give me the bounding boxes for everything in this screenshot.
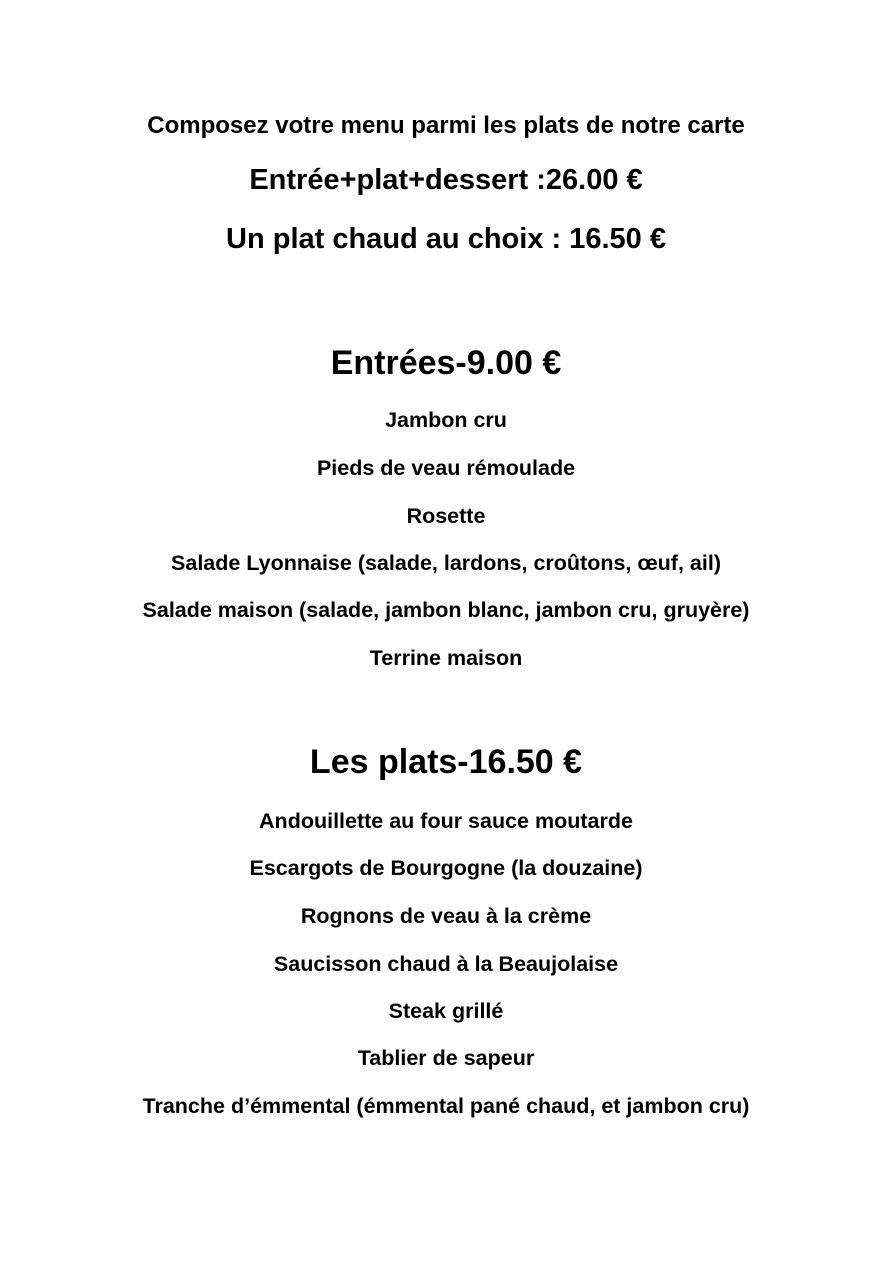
entree-item: Salade Lyonnaise (salade, lardons, croûtons, œuf, ail)	[171, 551, 721, 575]
entrees-section-title: Entrées-9.00 €	[330, 344, 562, 382]
plat-item: Tranche d’émmental (émmental pané chaud, et jambon cru)	[142, 1094, 750, 1118]
entree-item: Rosette	[406, 504, 486, 528]
plats-section-title: Les plats-16.50 €	[309, 743, 583, 781]
entree-item: Pieds de veau rémoulade	[316, 456, 576, 480]
plat-item: Andouillette au four sauce moutarde	[259, 809, 633, 833]
plat-item: Escargots de Bourgogne (la douzaine)	[249, 856, 643, 880]
formula-entree-plat-dessert: Entrée+plat+dessert :26.00 €	[249, 164, 643, 196]
entree-item: Jambon cru	[385, 408, 507, 432]
plat-item: Tablier de sapeur	[357, 1046, 535, 1070]
plat-item: Saucisson chaud à la Beaujolaise	[273, 952, 619, 976]
plat-item: Steak grillé	[388, 999, 504, 1023]
menu-tagline: Composez votre menu parmi les plats de notre carte	[147, 112, 745, 139]
entree-item: Terrine maison	[369, 646, 523, 670]
entree-item: Salade maison (salade, jambon blanc, jambon cru, gruyère)	[142, 598, 750, 622]
plat-item: Rognons de veau à la crème	[300, 904, 592, 928]
formula-plat-chaud: Un plat chaud au choix : 16.50 €	[226, 223, 666, 255]
